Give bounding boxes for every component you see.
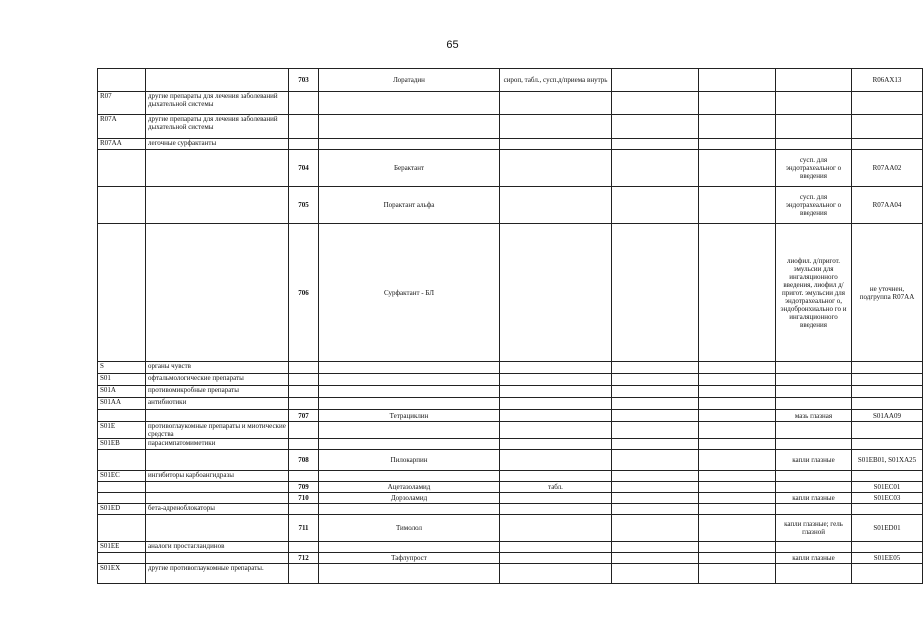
empty-cell — [699, 92, 776, 115]
group-name-cell: противомикробные препараты — [146, 386, 289, 398]
empty-cell — [699, 187, 776, 224]
dosage-form-alt-cell — [776, 398, 852, 410]
dosage-form-cell — [500, 493, 612, 504]
group-name-cell — [146, 150, 289, 187]
empty-cell — [699, 398, 776, 410]
table-row — [98, 92, 923, 115]
dosage-form-alt-cell: мазь глазная — [776, 410, 852, 422]
item-number-cell — [289, 139, 319, 150]
atc-code-cell: R07AA — [98, 139, 146, 150]
atc-classification-cell: R07AA04 — [852, 187, 923, 224]
empty-cell — [699, 386, 776, 398]
group-name-cell — [146, 515, 289, 542]
group-name-cell: легочные сурфактанты — [146, 139, 289, 150]
group-name-cell: бета-адреноблокаторы — [146, 504, 289, 515]
item-number-cell: 706 — [289, 224, 319, 362]
empty-cell — [612, 422, 699, 439]
dosage-form-cell — [500, 564, 612, 584]
atc-classification-cell: S01EB01, S01XA25 — [852, 450, 923, 471]
atc-classification-cell: S01EC03 — [852, 493, 923, 504]
item-number-cell — [289, 386, 319, 398]
atc-classification-cell: не уточнен, подгруппа R07AA — [852, 224, 923, 362]
item-number-cell — [289, 362, 319, 374]
table-row — [98, 410, 923, 422]
empty-cell — [699, 115, 776, 139]
dosage-form-cell — [500, 553, 612, 564]
empty-cell — [699, 564, 776, 584]
empty-cell — [699, 69, 776, 92]
table-row — [98, 187, 923, 224]
item-number-cell — [289, 374, 319, 386]
drug-name-cell — [319, 542, 500, 553]
dosage-form-cell — [500, 362, 612, 374]
dosage-form-cell: сироп, табл., сусп.д/приема внутрь — [500, 69, 612, 92]
dosage-form-alt-cell: сусп. для эндотрахеальног о введения — [776, 150, 852, 187]
atc-code-cell: S01A — [98, 386, 146, 398]
drug-name-cell: Порактант альфа — [319, 187, 500, 224]
table-row — [98, 115, 923, 139]
drug-name-cell — [319, 439, 500, 450]
atc-code-cell — [98, 482, 146, 493]
drug-name-cell — [319, 398, 500, 410]
atc-classification-cell: S01AA09 — [852, 410, 923, 422]
dosage-form-alt-cell — [776, 362, 852, 374]
item-number-cell: 708 — [289, 450, 319, 471]
item-number-cell: 705 — [289, 187, 319, 224]
empty-cell — [612, 450, 699, 471]
dosage-form-cell — [500, 515, 612, 542]
dosage-form-alt-cell: капли глазные — [776, 553, 852, 564]
atc-code-cell: S01 — [98, 374, 146, 386]
atc-code-cell: S01AA — [98, 398, 146, 410]
atc-code-cell: S01EB — [98, 439, 146, 450]
empty-cell — [612, 150, 699, 187]
empty-cell — [612, 224, 699, 362]
group-name-cell: аналоги простагландинов — [146, 542, 289, 553]
empty-cell — [699, 362, 776, 374]
empty-cell — [612, 515, 699, 542]
drug-name-cell — [319, 92, 500, 115]
empty-cell — [699, 224, 776, 362]
dosage-form-alt-cell — [776, 542, 852, 553]
empty-cell — [699, 515, 776, 542]
drug-name-cell: Тимолол — [319, 515, 500, 542]
atc-classification-cell — [852, 374, 923, 386]
empty-cell — [699, 150, 776, 187]
atc-classification-cell: S01EC01 — [852, 482, 923, 493]
dosage-form-cell — [500, 139, 612, 150]
dosage-form-alt-cell: сусп. для эндотрахеальног о введения — [776, 187, 852, 224]
drug-name-cell: Берактант — [319, 150, 500, 187]
drug-name-cell — [319, 115, 500, 139]
page-number: 65 — [446, 39, 459, 51]
drug-name-cell: Ацетазоламид — [319, 482, 500, 493]
empty-cell — [612, 564, 699, 584]
atc-code-cell — [98, 150, 146, 187]
atc-code-cell: R07 — [98, 92, 146, 115]
drug-name-cell: Тафлупрост — [319, 553, 500, 564]
atc-code-cell: S — [98, 362, 146, 374]
dosage-form-cell — [500, 224, 612, 362]
atc-classification-cell — [852, 504, 923, 515]
atc-classification-cell — [852, 564, 923, 584]
table-row — [98, 139, 923, 150]
empty-cell — [699, 450, 776, 471]
table-row — [98, 362, 923, 374]
dosage-form-alt-cell — [776, 386, 852, 398]
table-row — [98, 69, 923, 92]
dosage-form-alt-cell — [776, 422, 852, 439]
dosage-form-cell — [500, 386, 612, 398]
atc-classification-cell — [852, 542, 923, 553]
drug-name-cell — [319, 374, 500, 386]
empty-cell — [612, 386, 699, 398]
atc-code-cell — [98, 410, 146, 422]
atc-code-cell: S01EX — [98, 564, 146, 584]
empty-cell — [612, 482, 699, 493]
item-number-cell: 709 — [289, 482, 319, 493]
empty-cell — [612, 542, 699, 553]
empty-cell — [699, 422, 776, 439]
dosage-form-alt-cell — [776, 115, 852, 139]
empty-cell — [699, 542, 776, 553]
table-row — [98, 439, 923, 450]
table-row — [98, 374, 923, 386]
table-row — [98, 493, 923, 504]
dosage-form-cell — [500, 542, 612, 553]
item-number-cell — [289, 471, 319, 482]
item-number-cell — [289, 439, 319, 450]
group-name-cell: другие препараты для лечения заболеваний дыхательной системы — [146, 92, 289, 115]
atc-code-cell: S01E — [98, 422, 146, 439]
dosage-form-cell — [500, 471, 612, 482]
empty-cell — [699, 493, 776, 504]
group-name-cell: противоглаукомные препараты и миотические средства — [146, 422, 289, 439]
item-number-cell — [289, 92, 319, 115]
dosage-form-cell — [500, 410, 612, 422]
atc-classification-cell — [852, 139, 923, 150]
group-name-cell — [146, 410, 289, 422]
table-row — [98, 471, 923, 482]
dosage-form-cell: табл. — [500, 482, 612, 493]
empty-cell — [612, 493, 699, 504]
empty-cell — [612, 115, 699, 139]
item-number-cell: 704 — [289, 150, 319, 187]
empty-cell — [699, 504, 776, 515]
drug-name-cell — [319, 471, 500, 482]
item-number-cell: 710 — [289, 493, 319, 504]
atc-code-cell: S01EE — [98, 542, 146, 553]
group-name-cell: органы чувств — [146, 362, 289, 374]
atc-classification-cell — [852, 115, 923, 139]
item-number-cell — [289, 564, 319, 584]
table-body — [98, 69, 923, 584]
atc-classification-cell — [852, 439, 923, 450]
dosage-form-alt-cell — [776, 374, 852, 386]
atc-classification-cell: R07AA02 — [852, 150, 923, 187]
group-name-cell — [146, 224, 289, 362]
item-number-cell — [289, 398, 319, 410]
atc-code-cell: S01EC — [98, 471, 146, 482]
drug-name-cell: Тетрациклин — [319, 410, 500, 422]
empty-cell — [612, 92, 699, 115]
empty-cell — [699, 482, 776, 493]
item-number-cell — [289, 542, 319, 553]
drug-name-cell: Пилокарпин — [319, 450, 500, 471]
dosage-form-cell — [500, 187, 612, 224]
empty-cell — [699, 410, 776, 422]
atc-classification-cell: S01EE05 — [852, 553, 923, 564]
dosage-form-alt-cell — [776, 471, 852, 482]
group-name-cell — [146, 187, 289, 224]
atc-code-cell: R07A — [98, 115, 146, 139]
drug-name-cell: Дорзоламид — [319, 493, 500, 504]
dosage-form-alt-cell: капли глазные — [776, 493, 852, 504]
table-row — [98, 542, 923, 553]
empty-cell — [699, 374, 776, 386]
drug-name-cell: Сурфактант - БЛ — [319, 224, 500, 362]
atc-classification-cell — [852, 422, 923, 439]
empty-cell — [699, 553, 776, 564]
dosage-form-cell — [500, 398, 612, 410]
group-name-cell — [146, 553, 289, 564]
atc-classification-cell: S01ED01 — [852, 515, 923, 542]
atc-code-cell — [98, 69, 146, 92]
dosage-form-cell — [500, 92, 612, 115]
item-number-cell — [289, 422, 319, 439]
dosage-form-cell — [500, 439, 612, 450]
dosage-form-alt-cell — [776, 482, 852, 493]
empty-cell — [612, 374, 699, 386]
dosage-form-cell — [500, 374, 612, 386]
atc-classification-cell — [852, 386, 923, 398]
atc-code-cell — [98, 187, 146, 224]
dosage-form-cell — [500, 504, 612, 515]
empty-cell — [612, 187, 699, 224]
drug-name-cell — [319, 139, 500, 150]
dosage-form-alt-cell: лиофил. д/пригот. эмульсии для ингаляционного введения, лиофил д/пригот. эмульсии для эндотрахеальног о, эндобронхиально го и ингаляционного введения — [776, 224, 852, 362]
atc-code-cell: S01ED — [98, 504, 146, 515]
group-name-cell: парасимпатомиметики — [146, 439, 289, 450]
item-number-cell: 707 — [289, 410, 319, 422]
atc-code-cell — [98, 493, 146, 504]
atc-code-cell — [98, 224, 146, 362]
dosage-form-alt-cell — [776, 439, 852, 450]
table-row — [98, 422, 923, 439]
table-row — [98, 553, 923, 564]
empty-cell — [699, 471, 776, 482]
drug-name-cell — [319, 504, 500, 515]
group-name-cell: антибиотики — [146, 398, 289, 410]
group-name-cell — [146, 69, 289, 92]
empty-cell — [612, 504, 699, 515]
empty-cell — [612, 471, 699, 482]
dosage-form-alt-cell — [776, 564, 852, 584]
group-name-cell — [146, 450, 289, 471]
drug-name-cell — [319, 422, 500, 439]
dosage-form-alt-cell: капли глазные; гель глазной — [776, 515, 852, 542]
dosage-form-alt-cell: капли глазные — [776, 450, 852, 471]
atc-code-cell — [98, 553, 146, 564]
table-row — [98, 398, 923, 410]
item-number-cell — [289, 504, 319, 515]
empty-cell — [612, 439, 699, 450]
item-number-cell — [289, 115, 319, 139]
empty-cell — [612, 362, 699, 374]
item-number-cell: 712 — [289, 553, 319, 564]
table-row — [98, 386, 923, 398]
dosage-form-cell — [500, 115, 612, 139]
atc-classification-cell — [852, 471, 923, 482]
empty-cell — [612, 398, 699, 410]
atc-classification-cell — [852, 398, 923, 410]
table-row — [98, 224, 923, 362]
empty-cell — [699, 139, 776, 150]
empty-cell — [612, 553, 699, 564]
drug-table — [97, 68, 923, 584]
dosage-form-alt-cell — [776, 504, 852, 515]
table-row — [98, 515, 923, 542]
table-row — [98, 564, 923, 584]
table-row — [98, 450, 923, 471]
dosage-form-cell — [500, 150, 612, 187]
empty-cell — [612, 69, 699, 92]
item-number-cell: 703 — [289, 69, 319, 92]
group-name-cell: другие противоглаукомные препараты. — [146, 564, 289, 584]
atc-classification-cell — [852, 362, 923, 374]
empty-cell — [699, 439, 776, 450]
dosage-form-cell — [500, 422, 612, 439]
drug-name-cell — [319, 362, 500, 374]
group-name-cell — [146, 493, 289, 504]
empty-cell — [612, 139, 699, 150]
group-name-cell: другие препараты для лечения заболеваний дыхательной системы — [146, 115, 289, 139]
dosage-form-alt-cell — [776, 92, 852, 115]
atc-classification-cell: R06AX13 — [852, 69, 923, 92]
item-number-cell: 711 — [289, 515, 319, 542]
table-row — [98, 150, 923, 187]
group-name-cell — [146, 482, 289, 493]
atc-classification-cell — [852, 92, 923, 115]
table-row — [98, 504, 923, 515]
group-name-cell: ингибиторы карбоангидразы — [146, 471, 289, 482]
empty-cell — [612, 410, 699, 422]
drug-name-cell: Лоратадин — [319, 69, 500, 92]
group-name-cell: офтальмологические препараты — [146, 374, 289, 386]
dosage-form-alt-cell — [776, 139, 852, 150]
dosage-form-cell — [500, 450, 612, 471]
drug-name-cell — [319, 564, 500, 584]
table-row — [98, 482, 923, 493]
drug-name-cell — [319, 386, 500, 398]
atc-code-cell — [98, 450, 146, 471]
atc-code-cell — [98, 515, 146, 542]
dosage-form-alt-cell — [776, 69, 852, 92]
